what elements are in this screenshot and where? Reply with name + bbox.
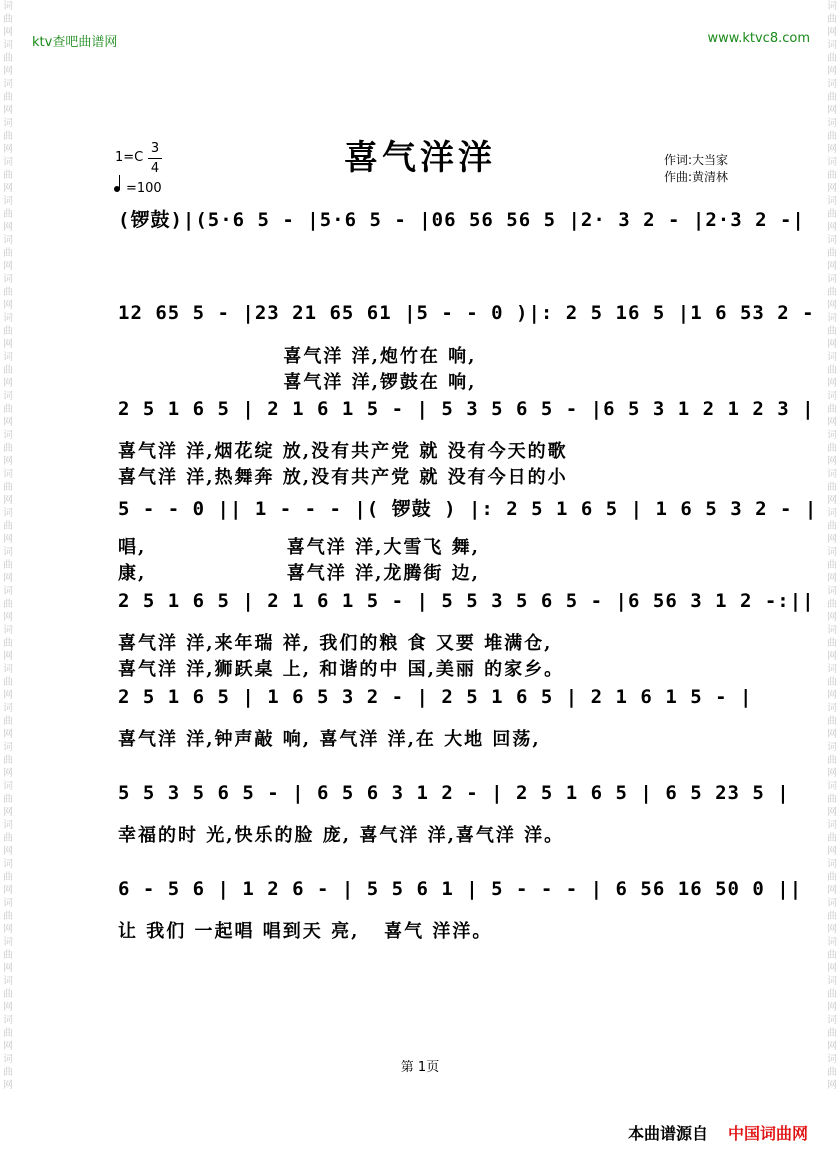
meter-divider [148, 158, 162, 159]
lyric-row: 喜气洋 洋,烟花绽 放,没有共产党 就 没有今天的歌 [118, 441, 568, 462]
lyric-row: 让 我们 一起唱 唱到天 亮, 喜气 洋洋。 [118, 921, 493, 942]
time-signature [148, 140, 162, 177]
side-watermark-left: 词曲网词曲网词曲网词曲网词曲网词曲网词曲网词曲网词曲网词曲网词曲网词曲网词曲网词曲网词曲网词曲网词曲网词曲网词曲网词曲网词曲网词曲网词曲网词曲网词曲网词曲网词曲网词曲网 [3, 1, 13, 1091]
lyric-row: 喜气洋 洋,炮竹在 响, [118, 346, 477, 367]
song-title: 喜气洋洋 [344, 138, 496, 178]
side-watermark-right: 词曲网词曲网词曲网词曲网词曲网词曲网词曲网词曲网词曲网词曲网词曲网词曲网词曲网词曲网词曲网词曲网词曲网词曲网词曲网词曲网词曲网词曲网词曲网词曲网词曲网词曲网词曲网词曲网 [827, 1, 837, 1091]
page-number: 第 1页 [400, 1060, 440, 1075]
quarter-note-icon [114, 186, 120, 192]
composer: 作曲:黄清林 [664, 170, 729, 184]
staff-row: 2 5 1 6 5 | 2 1 6 1 5 - | 5 3 5 6 5 - |6 5 3 1 2 1 2 3 | [118, 398, 815, 420]
tempo-marking [114, 181, 162, 196]
tempo-value: =100 [126, 181, 162, 196]
lyricist: 作词:大当家 [664, 153, 729, 167]
lyric-row: 喜气洋 洋,狮跃桌 上, 和谐的中 国,美丽 的家乡。 [118, 659, 565, 680]
lyric-row: 唱, 喜气洋 洋,大雪飞 舞, [118, 537, 480, 558]
staff-row: 5 - - 0 || 1 - - - |( 锣鼓 ) |: 2 5 1 6 5 | 1 6 5 3 2 - | [118, 498, 818, 520]
staff-row: 2 5 1 6 5 | 1 6 5 3 2 - | 2 5 1 6 5 | 2 1 6 1 5 - | [118, 686, 753, 708]
footer-site-link[interactable]: 中国词曲网 [727, 1124, 808, 1143]
meter-top: 3 [150, 141, 160, 156]
staff-row: 12 65 5 - |23 21 65 61 |5 - - 0 )|: 2 5 16 5 |1 6 53 2 - [118, 302, 815, 324]
header-site-url[interactable]: www.ktvc8.com [707, 31, 810, 46]
key-signature: 1=C [115, 150, 144, 165]
credits [664, 152, 728, 186]
footer-source [628, 1121, 808, 1144]
staff-row: 6 - 5 6 | 1 2 6 - | 5 5 6 1 | 5 - - - | 6 56 16 50 0 || [118, 878, 803, 900]
staff-row: 2 5 1 6 5 | 2 1 6 1 5 - | 5 5 3 5 6 5 - |6 56 3 1 2 -:|| [118, 590, 815, 612]
lyric-row: 幸福的时 光,快乐的脸 庞, 喜气洋 洋,喜气洋 洋。 [118, 825, 565, 846]
header-site-name: ktv查吧曲谱网 [32, 35, 118, 50]
lyric-row: 喜气洋 洋,锣鼓在 响, [118, 372, 477, 393]
meter-bottom: 4 [150, 161, 160, 176]
lyric-row: 喜气洋 洋,热舞奔 放,没有共产党 就 没有今日的小 [118, 467, 568, 488]
lyric-row: 喜气洋 洋,来年瑞 祥, 我们的粮 食 又要 堆满仓, [118, 633, 553, 654]
staff-row: (锣鼓)|(5·6 5 - |5·6 5 - |06 56 56 5 |2· 3 2 - |2·3 2 -| [118, 209, 805, 231]
lyric-row: 康, 喜气洋 洋,龙腾街 边, [118, 563, 480, 584]
footer-source-label: 本曲谱源自 [627, 1124, 708, 1143]
staff-row: 5 5 3 5 6 5 - | 6 5 6 3 1 2 - | 2 5 1 6 5 | 6 5 23 5 | [118, 782, 790, 804]
lyric-row: 喜气洋 洋,钟声敲 响, 喜气洋 洋,在 大地 回荡, [118, 729, 541, 750]
